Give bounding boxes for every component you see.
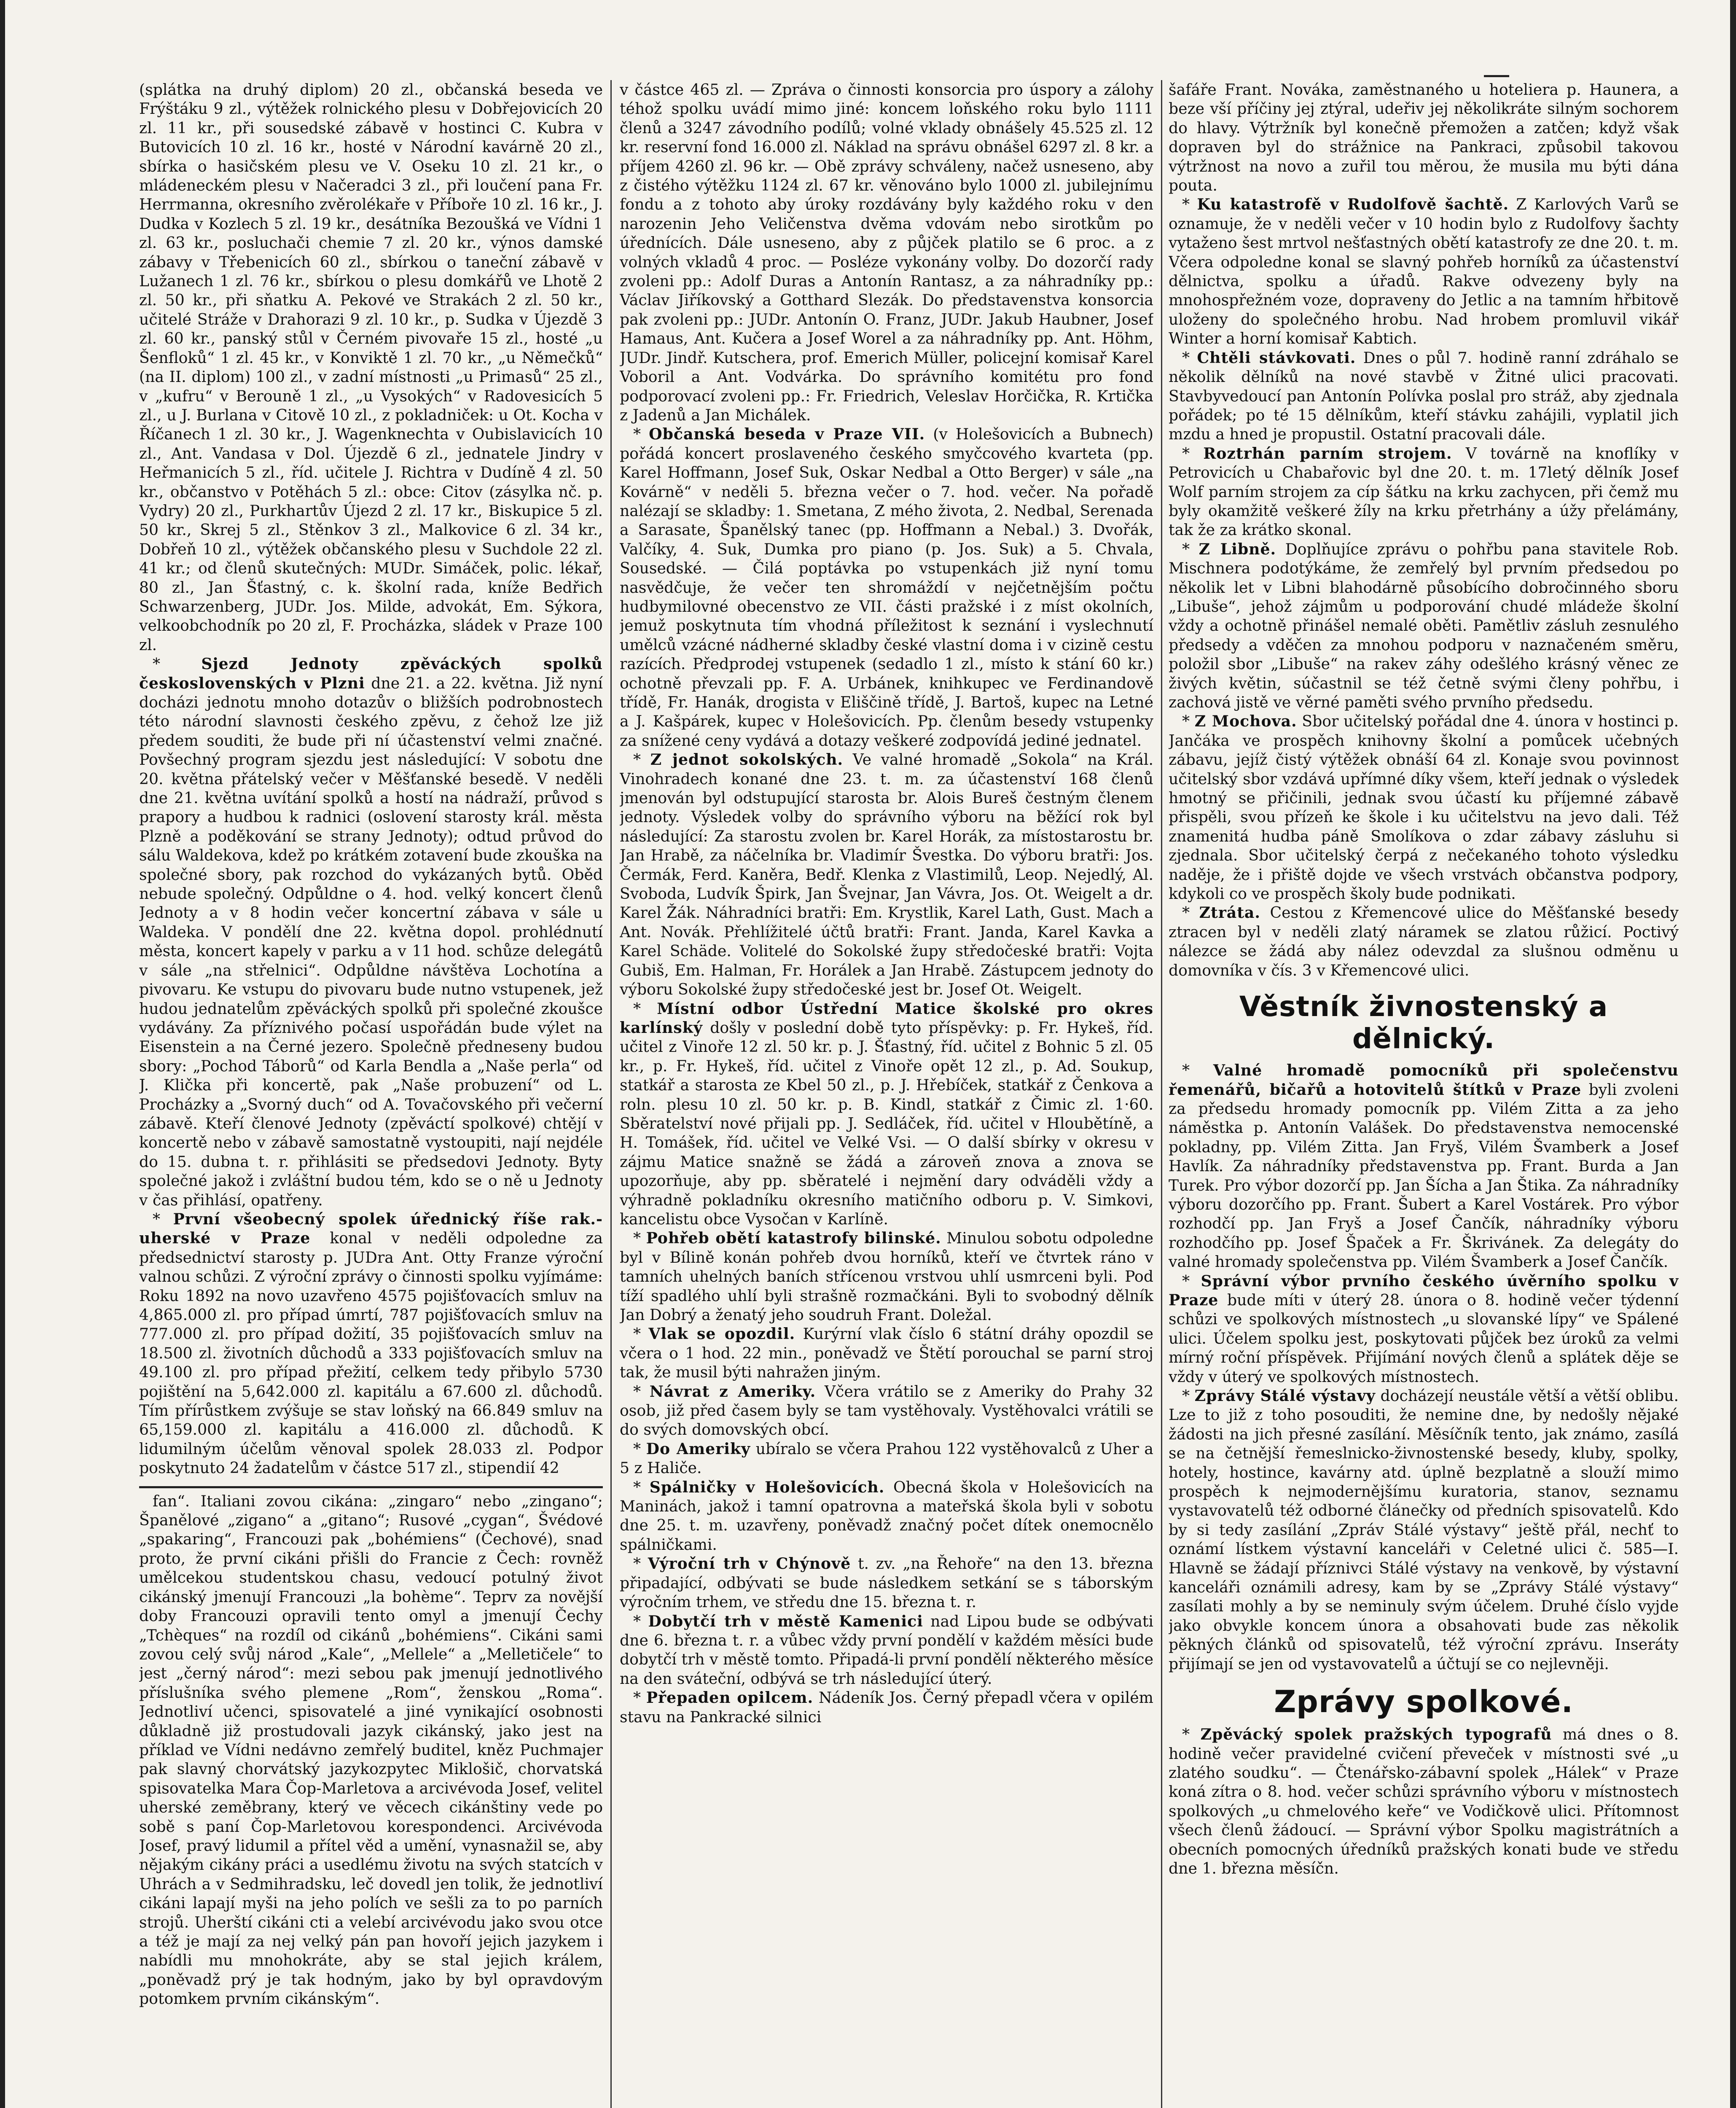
article-headline: Z Libně. [1199,540,1276,558]
article-paragraph: * Vlak se opozdil. Kurýrní vlak číslo 6 státní dráhy opozdil se včera o 1 hod. 22 min., poněvadž ve Štětí porouchal se parní stroj tak, že musil býti nahražen jiným. [620,1325,1153,1382]
column-1 [139,80,603,2108]
article-body: Cestou z Křemencové ulice do Měšťanské besedy ztracen byl v neděli zlatý náramek se zlatou růžicí. Poctivý nálezce se žádá aby nález odevzdal za slušnou odměnu u domovníka v čís. 3 v Křemencové ulici. [1169,903,1679,979]
article-body: Dnes o půl 7. hodině ranní zdráhalo se několik dělníků na nové stavbě v Žitné ulici pracovati. Stavbyvedoucí pan Antonín Polívka poslal pro stráž, aby zjednala pořádek; po té 15 dělníkům, kteří stávku zahájili, vyplatil jich mzdu a hned je propustil. Ostatní pracovali dále. [1169,348,1679,444]
article-body: byli zvoleni za předsedu hromady pomocník pp. Vilém Zitta a za jeho náměstka p. Antonín Valášek. Do představenstva nemocenské pokladny, pp. Vilém Zitta. Jan Fryš, Vilém Švamberk a Josef Havlík. Za náhradníky představenstva pp. Frant. Burda a Jan Turek. Pro výbor dozorčí pp. Jan Šícha a Jan Štika. Za náhradníky výboru dozorčího pp. Frant. Šubert a Karel Vostárek. Pro výbor rozhodčí pp. Jan Fryš a Josef Čančík, náhradníky výboru rozhodčího pp. Josef Špaček a Fr. Škrivánek. Za delegáty do valné hromady společenstva pp. Vilém Švamberk a Josef Čančík. [1169,1080,1679,1271]
article-headline: Zprávy Stálé výstavy [1194,1387,1376,1405]
article-headline: Valné hromadě pomocníků při společenstvu řemenářů, bičařů a hotovitelů štítků v Praze [1169,1061,1679,1099]
article-body: bude míti v úterý 28. února o 8. hodině večer týdenní schůzi ve spolkových místnostech „u slovanské lípy“ ve Spálené ulici. Účelem spolku jest, poskytovati půjček bez úroků za velmi mírný roční příspěvek. Přijímání nových členů a splátek děje se vždy v úterý ve spolkových místnostech. [1169,1291,1679,1386]
article-body: Ve valné hromadě „Sokola“ na Král. Vinohradech konané dne 23. t. m. za účastenství 168 členů jmenován byl odstupující starosta br. Alois Bureš čestným členem jednoty. Výsledek volby do správního výboru na běžící rok byl následující: Za starostu zvolen br. Karel Horák, za místostarostu br. Jan Hrabě, za náčelníka br. Vladimír Švestka. Do výboru bratři: Jos. Čermák, Ferd. Kaněra, Bedř. Klenka z Vlastimilů, Leop. Nejedlý, Al. Svoboda, Ludvík Špirk, Jan Švejnar, Jan Vávra, Jos. Ot. Weigelt a dr. Karel Žák. Náhradníci bratři: Em. Krystlik, Karel Lath, Gust. Mach a Ant. Novák. Přehlížitelé účtů bratři: Frant. Janda, Karel Kavka a Karel Schäde. Volitelé do Sokolské župy středočeské bratři: Vojta Gubiš, Em. Halman, Fr. Horálek a Jan Hrabě. Zástupcem jednoty do výboru Sokolské župy středočeské jest br. Josef Ot. Weigelt. [620,750,1153,999]
article-headline: Správní výbor prvního českého úvěrního spolku v Praze [1169,1272,1679,1309]
article-paragraph: * Z jednot sokolských. Ve valné hromadě „Sokola“ na Král. Vinohradech konané dne 23. t. m. za účastenství 168 členů jmenován byl odstupující starosta br. Alois Bureš čestným členem jednoty. Výsledek volby do správního výboru na běžící rok byl následující: Za starostu zvolen br. Karel Horák, za místostarostu br. Jan Hrabě, za náčelníka br. Vladimír Švestka. Do výboru bratři: Jos. Čermák, Ferd. Kaněra, Bedř. Klenka z Vlastimilů, Leop. Nejedlý, Al. Svoboda, Ludvík Špirk, Jan Švejnar, Jan Vávra, Jos. Ot. Weigelt a dr. Karel Žák. Náhradníci bratři: Em. Krystlik, Karel Lath, Gust. Mach a Ant. Novák. Přehlížitelé účtů bratři: Frant. Janda, Karel Kavka a Karel Schäde. Volitelé do Sokolské župy středočeské bratři: Vojta Gubiš, Em. Halman, Fr. Horálek a Jan Hrabě. Zástupcem jednoty do výboru Sokolské župy středočeské jest br. Josef Ot. Weigelt. [620,750,1153,999]
article-body: má dnes o 8. hodině večer pravidelné cvičení převeček v místnosti své „u zlatého soudku“. — Čtenářsko-zábavní spolek „Hálek“ v Praze koná zítra o 8. hod. večer schůzi správního výboru v místnostech spolkových „u chmelového keře“ ve Vodičkově ulici. Přítomnost všech členů žádoucí. — Správní výbor Spolku magistrátních a obecních pomocných úředníků pražských konati bude ve středu dne 1. března měsíčn. [1169,1725,1679,1877]
article-body: nad Lipou bude se odbývati dne 6. března t. r. a vůbec vždy první pondělí v každém měsíci bude dobytčí trh v městě tomto. Připadá-li první pondělí některého měsíce na den sváteční, odbývá se trh následující úterý. [620,1612,1153,1688]
article-headline: První všeobecný spolek úřednický říše rak.-uherské v Praze [139,1210,603,1248]
article-body: Kurýrní vlak číslo 6 státní dráhy opozdil se včera o 1 hod. 22 min., poněvadž ve Štětí porouchal se parní stroj tak, že musil býti nahražen jiným. [620,1325,1153,1382]
article-paragraph: * Dobytčí trh v městě Kamenici nad Lipou bude se odbývati dne 6. března t. r. a vůbec vždy první pondělí v každém měsíci bude dobytčí trh v městě tomto. Připadá-li první pondělí některého měsíce na den sváteční, odbývá se trh následující úterý. [620,1612,1153,1688]
article-body: došly v poslední době tyto příspěvky: p. Fr. Hykeš, říd. učitel z Vinoře 12 zl. 50 kr. p. J. Šťastný, říd. učitel z Bohnic 5 zl. 05 kr., p. Fr. Hykeš, říd. učitel z Vinoře opět 12 zl., p. Ad. Soukup, statkář a starosta ze Kbel 50 zl., p. J. Hřebíček, statkář z Čenkova a roln. plesu 10 zl. 50 kr. p. B. Kindl, statkář z Čimic zl. 1·60. Sběratelství nové přijali pp. J. Sedláček, říd. učitel v Hloubětíně, a H. Tomášek, říd. učitel ve Velké Vsi. — O další sbírky v okresu v zájmu Matice snažně se žádá a zároveň znova a znova se upozorňuje, aby pp. sběratelé i nejmění dary odváděli vždy a výhradně pokladníku okresního matičního odboru p. V. Simkovi, kancelistu obce Vysočan v Karlíně. [620,1018,1153,1228]
article-headline: Sjezd Jednoty zpěváckých spolků československých v Plzni [139,655,603,692]
article-headline: Místní odbor Ústřední Matice školské pro okres karlínský [620,999,1153,1037]
article-paragraph: * Z Mochova. Sbor učitelský pořádal dne 4. února v hostinci p. Jančáka ve prospěch knihovny školní a pomůcek učebných zábavu, jejíž čistý výtěžek obnáší 64 zl. Konaje svou povinnost učitelský sbor vzdává upřímné díky všem, kteří jednak o výsledek hmotný se přičinili, jednak svou účastí ku příjemné zábavě přispěli, svou přízeň ke škole i ku učitelstvu na jevo dali. Též znamenitá hudba páně Smolíkova o zdar zábavy zásluhu si zjednala. Sbor učitelský čerpá z nečekaného tohoto výsledku naděje, že i přiště dojde ve všech vrstvách občanstva podpory, kdykoli co ve prospěch školy bude podnikati. [1169,712,1679,903]
section-divider [139,1486,603,1488]
article-headline: Z jednot sokolských. [650,750,844,769]
article-headline: Občanská beseda v Praze VII. [649,425,925,444]
article-body: ubíralo se včera Prahou 122 vystěhovalců z Uher a 5 z Haliče. [620,1439,1153,1477]
article-headline: Pohřeb obětí katastrofy bilinské. [646,1229,941,1248]
article-headline: Ztráta. [1199,903,1260,922]
article-headline: Dobytčí trh v městě Kamenici [648,1612,923,1630]
column-rule-1 [610,80,612,2108]
article-body: docházejí neustále větší a větší oblibu. Lze to již z toho posouditi, že nemine dne, by nedošly nějaké žádosti na jich přesné zasílání. Měsíčník tento, jak známo, zasílá se na četnější řemeslnicko-živnostenské besedy, kluby, spolky, hotely, hostince, kavárny atd. úplně bezplatně a slouží mimo prospěch k nejmodernějšímu kuratoria, stanov, seznamu vystavovatelů též odborné článečky od předních spisovatelů. Kdo by si tedy zasílání „Zpráv Stálé výstavy“ ještě přál, nechť to oznámí lístkem výstavní kanceláři v Celetné ulici č. 585—I. Hlavně se žádají příznivci Stálé výstavy na venkově, by výstavní kanceláři oznámili adresy, kam by se „Zprávy Stálé výstavy“ zasílati mohly a by se neminuly svým účelem. Druhé číslo vyjde jako obvykle koncem února a obsahovati bude zas několik pěkných článků od spisovatelů, též výroční zprávu. Inseráty přijímají se jen od vystavovatelů a účtují se co nejlevněji. [1169,1387,1679,1673]
article-body: konal v neděli odpoledne za předsednictví starosty p. JUDra Ant. Otty Franze výroční valnou schůzi. Z výroční zprávy o činnosti spolku vyjímáme: Roku 1892 na novo uzavřeno 4575 pojišťovacích smluv na 4,865.000 zl. pro případ úmrtí, 787 pojišťovacích smluv na 777.000 zl. pro případ dožití, 35 pojišťovacích smluv na 18.500 zl. životních důchodů a 333 pojišťovacích smluv na 49.100 zl. pro případ přežití, celkem tedy přibylo 5730 pojištění na 5,642.000 zl. kapitálu a 67.600 zl. důchodů. Tím přírůstkem zvýšuje se stav loňský na 66.849 smluv na 65,159.000 zl. kapitálu a 416.000 zl. důchodů. K lidumilným účelům věnoval spolek 28.033 zl. Podpor poskytnuto 24 žadatelům v částce 517 zl., stipendií 42 [139,1229,603,1477]
article-paragraph: * Do Ameriky ubíralo se včera Prahou 122 vystěhovalců z Uher a 5 z Haliče. [620,1439,1153,1477]
article-body: Sbor učitelský pořádal dne 4. února v hostinci p. Jančáka ve prospěch knihovny školní a pomůcek učebných zábavu, jejíž čistý výtěžek obnáší 64 zl. Konaje svou povinnost učitelský sbor vzdává upřímné díky všem, kteří jednak o výsledek hmotný se přičinili, jednak svou účastí ku příjemné zábavě přispěli, svou přízeň ke škole i ku učitelstvu na jevo dali. Též znamenitá hudba páně Smolíkova o zdar zábavy zásluhu si zjednala. Sbor učitelský čerpá z nečekaného tohoto výsledku naděje, že i přiště dojde ve všech vrstvách občanstva podpory, kdykoli co ve prospěch školy bude podnikati. [1169,712,1679,903]
article-headline: Návrat z Ameriky. [649,1382,816,1401]
article-body: Doplňujíce zprávu o pohřbu pana stavitele Rob. Mischnera podotýkáme, že zemřelý byl prvním předsedou po několik let v Libni blahodárně působícího dobročinného sboru „Libuše“, jehož zájmům u podporování chudé mládeže školní vždy a ochotně přinášel nemalé oběti. Pamětliv zásluh zesnulého předsedy a vděčen za mnohou podporu v naznačeném směru, položil sbor „Libuše“ na rakev záhy odešlého krásný věnec ze živých květin, súčastnil se též četně svými členy pohřbu, i zachová jistě ve věrné paměti svého prvního předsedu. [1169,540,1679,711]
article-headline: Zpěvácký spolek pražských typografů [1200,1725,1552,1744]
article-body: (v Holešovicích a Bubnech) pořádá koncert proslaveného českého smyčcového kvarteta (pp. Karel Hoffmann, Josef Suk, Oskar Nedbal a Otto Berger) v sále „na Kovárně“ v neděli 5. března večer o 7. hod. večer. Na pořadě nalézají se skladby: 1. Smetana, Z mého života, 2. Nedbal, Serenada a Sarasate, Španělský tanec (pp. Hoffmann a Nebal.) 3. Dvořák, Valčíky, 4. Suk, Dumka pro piano (p. Jos. Suk) a 5. Chvala, Sousedské. — Čilá poptávka po vstupenkách již nyní tomu nasvědčuje, že večer ten shromáždí v nejčetnějším počtu hudbymilovné obecenstvo ze VII. části pražské i z míst okolních, jemuž poskytnuta tím vhodná příležitost k seznání i vyslechnutí umělců vzácné nádherné skladby české vlastní doma i v cizině cestu razících. Předprodej vstupenek (sedadlo 1 zl., místo k stání 60 kr.) ochotně převzali pp. F. A. Urbánek, knihkupec ve Ferdinandově třídě, Fr. Hanák, drogista v Eliščině třídě, J. Bartoš, kupec na Letné a J. Kašpárek, kupec v Holešovicích. Pp. členům besedy vstupenky za snížené ceny vydává a dotazy veškeré zodpovídá jediné jednatel. [620,425,1153,750]
article-body: Obecná škola v Holešovicích na Maninách, jakož i tamní opatrovna a mateřská škola byli v sobotu dne 25. t. m. uzavřeny, poněvadž značný počet dítek onemocnělo spálničkami. [620,1478,1153,1554]
article-headline: Roztrhán parním strojem. [1203,444,1452,462]
article-paragraph: * Roztrhán parním strojem. V továrně na knoflíky v Petrovicích u Chabařovic byl dne 20. t. m. 17letý dělník Josef Wolf parním strojem za cíp šátku na krku zachycen, při čemž mu byly okamžitě veškeré žíly na krku přetrhány a úžy přelámány, tak že za krátko skonal. [1169,444,1679,539]
article-paragraph: * Chtěli stávkovati. Dnes o půl 7. hodině ranní zdráhalo se několik dělníků na nové stavbě v Žitné ulici pracovati. Stavbyvedoucí pan Antonín Polívka poslal pro stráž, aby zjednala pořádek; po té 15 dělníkům, kteří stávku zahájili, vyplatil jich mzdu a hned je propustil. Ostatní pracovali dále. [1169,348,1679,444]
article-headline: Z Mochova. [1194,712,1297,731]
article-paragraph: fan“. Italiani zovou cikána: „zingaro“ nebo „zingano“; Španělové „zigano“ a „gitano“; Rusové „cygan“, Švédové „spakaring“, Francouzi pak „bohémiens“ (Čechové), snad proto, že první cikáni přišli do Francie z Čech: rovněž umělcekou studentskou chasu, vedoucí potulný život cikánský jmenují Francouzi „la bohème“. Teprv za novější doby Francouzi opravili tento omyl a jmenují Čechy „Tchèques“ na rozdíl od cikánů „bohémiens“. Cikáni sami zovou celý svůj národ „Kale“, „Mellele“ a „Melletičele“ to jest „černý národ“: mezi sebou pak jmenují jednotlivého příslušníka svého plemene „Rom“, ženskou „Roma“. Jednotliví učenci, spisovatelé a jiné vynikající osobnosti důkladně již prostudovali jazyk cikánský, jako jest na příklad ve Vídni nedávno zemřelý buditel, kněz Puchmajer pak slavný chorvátský jazykozpytec Miklošič, chorvatská spisovatelka Mara Čop-Marletova a arcivévoda Josef, velitel uherské zeměbrany, který ve věcech cikánštiny vede po sobě s paní Čop-Marletovou korespondenci. Arcivévoda Josef, pravý lidumil a přítel věd a umění, vynasnažil se, aby nějakým cikány práci a usedlému životu na svých statcích v Uhrách a v Sedmihradsku, leč dovedl jen tolik, že jednotliví cikáni lapají myši na jeho polích ve sešli za to po parních strojů. Uherští cikáni cti a velebí arcivévodu jako svou otce a též je mají za nej velký pán pan hovoří jejich jazykem i nabídli mu mnohokráte, aby se stal jejich králem, „poněvadž prý je tak hodným, jako by byl opravdovým potomkem prvním cikánským“. [139,1492,603,2008]
article-body: Včera vrátilo se z Ameriky do Prahy 32 osob, již před časem byly se tam vystěhovaly. Vystěhovalci vrátili se do svých domovských obcí. [620,1382,1153,1439]
article-paragraph: (splátka na druhý diplom) 20 zl., občanská beseda ve Frýštáku 9 zl., výtěžek rolnického plesu v Dobřejovicích 20 zl. 11 kr., při sousedské zábavě v hostinci C. Kubra v Butovicích 10 zl. 16 kr., hosté v Národní kavárně 20 zl., sbírka o hasičském plesu ve V. Oseku 10 zl. 21 kr., o mládeneckém plesu v Načeradci 3 zl., při loučení pana Fr. Herrmanna, okresního zvěrolékaře v Příboře 10 zl. 16 kr., J. Dudka v Kozlech 5 zl. 19 kr., desátníka Bezoušká ve Vídni 1 zl. 63 kr., posluchači chemie 7 zl. 20 kr., výnos damské zábavy v Třebenicích 60 zl., sbírkou o taneční zábavě v Lužanech 1 zl. 76 kr., sbírkou o plesu domkářů ve Lhotě 2 zl. 50 kr., při sňatku A. Pekové ve Strakách 2 zl. 50 kr., učitelé Stráže v Drahorazi 9 zl. 10 kr., p. Sudka v Újezdě 3 zl. 60 kr., panský stůl v Černém pivovaře 15 zl., hosté „u Šenfloků“ 1 zl. 45 kr., v Konviktě 1 zl. 70 kr., „u Němečků“ (na II. diplom) 100 zl., v zadní místnosti „u Primasů“ 25 zl., v „kufru“ v Berouně 1 zl., „u Vysokých“ v Radovesicích 5 zl., u J. Burlana v Citově 10 zl., z pokladniček: u Ot. Kocha v Říčanech 1 zl. 30 kr., J. Wagenknechta v Oubislavicích 10 zl., Ant. Vandasa v Dol. Újezdě 6 zl., jednatele Jindry v Heřmanicích 5 zl., říd. učitele J. Richtra v Dudíně 4 zl. 50 kr., občanstvo v Potěhách 5 zl.: obce: Citov (zásylka nč. p. Vydry) 20 zl., Purkhartův Újezd 2 zl. 17 kr., Biskupice 5 zl. 50 kr., Skrej 5 zl., Stěnkov 3 zl., Malkovice 6 zl. 34 kr., Dobřeň 10 zl., výtěžek občanského plesu v Suchdole 22 zl. 41 kr.; od členů skutečných: MUDr. Simáček, polic. lékař, 80 zl., Jan Šťastný, c. k. školní rada, kníže Bedřich Schwarzenberg, JUDr. Jos. Milde, advokát, Em. Sýkora, velkoobchodník po 20 zl, F. Procházka, sládek v Praze 100 zl. [139,81,603,654]
section-heading-vestnik: Věstník živnostenský a dělnický. [1239,990,1608,1055]
article-headline: Spálničky v Holešovicích. [649,1478,885,1496]
article-paragraph: * Výroční trh v Chýnově t. zv. „na Řehoře“ na den 13. března připadající, odbývati se bude následkem setkání se s táborským výročním trhem, ve středu dne 15. března t. r. [620,1554,1153,1611]
column-rule-2 [1161,80,1162,2108]
article-paragraph: v částce 465 zl. — Zpráva o činnosti konsorcia pro úspory a zálohy téhož spolku uvádí mimo jiné: koncem loňského roku bylo 1111 členů a 3247 závodního podílů; volné vklady obnášely 45.525 zl. 12 kr. reservní fond 16.000 zl. Náklad na správu obnášel 6297 zl. 8 kr. a příjem 4260 zl. 96 kr. — Obě zprávy schváleny, načež usneseno, aby z čistého výtěžku 1124 zl. 67 kr. věnováno bylo 1000 zl. jubilejnímu fondu a z tohoto aby úroky rozdávány byly každého roku v den narozenin Jeho Veličenstva dvěma vdovám nebo sirotkům po úřednících. Dále usneseno, aby z půjček platilo se 6 proc. a z volných vkladů 4 proc. — Posléze vykonány volby. Do dozorčí rady zvoleni pp.: Adolf Duras a Antonín Rantasz, a za náhradníky pp.: Václav Jiříkovský a Gotthard Slezák. Do představenstva konsorcia pak zvoleni pp.: JUDr. Antonín O. Franz, JUDr. Jakub Haubner, Josef Hamaus, Ant. Kučera a Josef Worel a za náhradníky pp. Ant. Höhm, JUDr. Jindř. Kutschera, prof. Emerich Müller, policejní komisař Karel Voboril a Ant. Vodvárka. Do správního komitétu pro fond podporovací zvoleni pp.: Fr. Friedrich, Veleslav Horčička, R. Krtička z Jadenů a Jan Michálek. [620,81,1153,424]
article-body: Nádeník Jos. Černý přepadl včera v opilém stavu na Pankracké silnici [620,1689,1153,1726]
scan-left-edge [0,0,5,2108]
article-body: Z Karlových Varů se oznamuje, že v neděli večer v 10 hodin bylo z Rudolfovy šachty vytaženo šest mrtvol nešťastných obětí katastrofy ze dne 20. t. m. Včera odpoledne konal se slavný pohřeb horníků za účastenství dělnictva, spolku a úřadů. Rakve odvezeny byly na mnohospřežném voze, dopraveny do Jetlic a na tamním hřbitově uloženy do společného hrobu. Nad hrobem promluvil vikář Winter a horní komisař Kabtich. [1169,195,1679,348]
article-paragraph: * Ku katastrofě v Rudolfově šachtě. Z Karlových Varů se oznamuje, že v neděli večer v 10 hodin bylo z Rudolfovy šachty vytaženo šest mrtvol nešťastných obětí katastrofy ze dne 20. t. m. Včera odpoledne konal se slavný pohřeb horníků za účastenství dělnictva, spolku a úřadů. Rakve odvezeny byly na mnohospřežném voze, dopraveny do Jetlic a na tamním hřbitově uloženy do společného hrobu. Nad hrobem promluvil vikář Winter a horní komisař Kabtich. [1169,195,1679,348]
article-body: Minulou sobotu odpoledne byl v Bílině konán pohřeb dvou horníků, kteří ve čtvrtek ráno v tamních uhelných baních střícenou vrstvou uhlí usmrceni byli. Pod tíží spadlého uhlí byli strašně rozmačkáni. Byli to svobodný dělník Jan Dobrý a ženatý jeho soudruh Frant. Doležal. [620,1229,1153,1324]
article-paragraph: * Zprávy Stálé výstavy docházejí neustále větší a větší oblibu. Lze to již z toho posouditi, že nemine dne, by nedošly nějaké žádosti na jich přesné zasílání. Měsíčník tento, jak známo, zasílá se na četnější řemeslnicko-živnostenské besedy, kluby, spolky, hotely, hostince, kavárny atd. úplně bezplatně a slouží mimo prospěch k nejmodernějšímu kuratoria, stanov, seznamu vystavovatelů též odborné článečky od předních spisovatelů. Kdo by si tedy zasílání „Zpráv Stálé výstavy“ ještě přál, nechť to oznámí lístkem výstavní kanceláři v Celetné ulici č. 585—I. Hlavně se žádají příznivci Stálé výstavy na venkově, by výstavní kanceláři oznámili adresy, kam by se „Zprávy Stálé výstavy“ zasílati mohly a by se neminuly svým účelem. Druhé číslo vyjde jako obvykle koncem února a obsahovati bude zas několik pěkných článků od spisovatelů, též výroční zprávu. Inseráty přijímají se jen od vystavovatelů a účtují se co nejlevněji. [1169,1387,1679,1673]
top-right-dash [1484,75,1509,77]
article-paragraph: * Ztráta. Cestou z Křemencové ulice do Měšťanské besedy ztracen byl v neděli zlatý náramek se zlatou růžicí. Poctivý nálezce se žádá aby nález odevzdal za slušnou odměnu u domovníka v čís. 3 v Křemencové ulici. [1169,903,1679,979]
article-body: dne 21. a 22. května. Již nyní docházi jednotu mnoho dotazův o bližších podrobnostech této národní slavnosti českého zpěvu, z čehož lze již předem souditi, že bude při ní účastenství velmi značné. Povšechný program sjezdu jest následující: V sobotu dne 20. května přátelský večer v Měšťanské besedě. V neděli dne 21. května uvítání spolků a hostí na nádraží, průvod s prapory a hudbou k radnici (oslovení starosty král. města Plzně a poděkování se strany Jednoty); odtud průvod do sálu Waldekova, kdež po krátkém zotavení bude zkouška na společné sbory, pak rozchod do vykázaných bytů. Oběd nebude společný. Odpůldne o 4. hod. velký koncert členů Jednoty a v 8 hodin večer koncertní zábava v sále u Waldeka. V pondělí dne 22. května dopol. prohlédnutí města, koncert kapely v parku a v 11 hod. schůze delegátů v sále „na střelnici“. Odpůldne návštěva Lochotína a pivovaru. Ke vstupu do pivovaru bude nutno vstupenek, jež hudou jednatelům zpěváckých spolků při společné zkoušce vydávány. Za příznivého počasí uspořádán bude výlet na Eisenstein a na Černé jezero. Společně předneseny budou sbory: „Pochod Táborů“ od Karla Bendla a „Naše perla“ od J. Klička při koncertě, pak „Naše probuzení“ od L. Procházky a „Svorný duch“ od A. Tovačovského při večerní zábavě. Kteří členové Jednoty (zpěváctí spolkové) chtějí v koncertě nebo v zábavě samostatně vystoupiti, nají nejdéle do 15. dubna t. r. přihlásiti se předsedovi Jednoty. Byty společné jakož i zvláštní budou tém, kdo se o ně u Jednoty v čas přihlásí, opatřeny. [139,674,603,1209]
article-paragraph: * Přepaden opilcem. Nádeník Jos. Černý přepadl včera v opilém stavu na Pankracké silnici [620,1689,1153,1726]
article-body: V továrně na knoflíky v Petrovicích u Chabařovic byl dne 20. t. m. 17letý dělník Josef Wolf parním strojem za cíp šátku na krku zachycen, při čemž mu byly okamžitě veškeré žíly na krku přetrhány a úžy přelámány, tak že za krátko skonal. [1169,444,1679,539]
article-paragraph: * Sjezd Jednoty zpěváckých spolků československých v Plzni dne 21. a 22. května. Již nyní docházi jednotu mnoho dotazův o bližších podrobnostech této národní slavnosti českého zpěvu, z čehož lze již předem souditi, že bude při ní účastenství velmi značné. Povšechný program sjezdu jest následující: V sobotu dne 20. května přátelský večer v Měšťanské besedě. V neděli dne 21. května uvítání spolků a hostí na nádraží, průvod s prapory a hudbou k radnici (oslovení starosty král. města Plzně a poděkování se strany Jednoty); odtud průvod do sálu Waldekova, kdež po krátkém zotavení bude zkouška na společné sbory, pak rozchod do vykázaných bytů. Oběd nebude společný. Odpůldne o 4. hod. velký koncert členů Jednoty a v 8 hodin večer koncertní zábava v sále u Waldeka. V pondělí dne 22. května dopol. prohlédnutí města, koncert kapely v parku a v 11 hod. schůze delegátů v sále „na střelnici“. Odpůldne návštěva Lochotína a pivovaru. Ke vstupu do pivovaru bude nutno vstupenek, jež hudou jednatelům zpěváckých spolků při společné zkoušce vydávány. Za příznivého počasí uspořádán bude výlet na Eisenstein a na Černé jezero. Společně předneseny budou sbory: „Pochod Táborů“ od Karla Bendla a „Naše perla“ od J. Klička při koncertě, pak „Naše probuzení“ od L. Procházky a „Svorný duch“ od A. Tovačovského při večerní zábavě. Kteří členové Jednoty (zpěváctí spolkové) chtějí v koncertě nebo v zábavě samostatně vystoupiti, nají nejdéle do 15. dubna t. r. přihlásiti se předsedovi Jednoty. Byty společné jakož i zvláštní budou tém, kdo se o ně u Jednoty v čas přihlásí, opatřeny. [139,655,603,1209]
section-heading-zpravy: Zprávy spolkové. [1274,1684,1573,1720]
article-paragraph: * Návrat z Ameriky. Včera vrátilo se z Ameriky do Prahy 32 osob, již před časem byly se tam vystěhovaly. Vystěhovalci vrátili se do svých domovských obcí. [620,1382,1153,1439]
article-paragraph: * Místní odbor Ústřední Matice školské pro okres karlínský došly v poslední době tyto příspěvky: p. Fr. Hykeš, říd. učitel z Vinoře 12 zl. 50 kr. p. J. Šťastný, říd. učitel z Bohnic 5 zl. 05 kr., p. Fr. Hykeš, říd. učitel z Vinoře opět 12 zl., p. Ad. Soukup, statkář a starosta ze Kbel 50 zl., p. J. Hřebíček, statkář z Čenkova a roln. plesu 10 zl. 50 kr. p. B. Kindl, statkář z Čimic zl. 1·60. Sběratelství nové přijali pp. J. Sedláček, říd. učitel v Hloubětíně, a H. Tomášek, říd. učitel ve Velké Vsi. — O další sbírky v okresu v zájmu Matice snažně se žádá a zároveň znova a znova se upozorňuje, aby pp. sběratelé i nejmění dary odváděli vždy a výhradně pokladníku okresního matičního odboru p. V. Simkovi, kancelistu obce Vysočan v Karlíně. [620,999,1153,1228]
article-paragraph: * Valné hromadě pomocníků při společenstvu řemenářů, bičařů a hotovitelů štítků v Praze byli zvoleni za předsedu hromady pomocník pp. Vilém Zitta a za jeho náměstka p. Antonín Valášek. Do představenstva nemocenské pokladny, pp. Vilém Zitta. Jan Fryš, Vilém Švamberk a Josef Havlík. Za náhradníky představenstva pp. Frant. Burda a Jan Turek. Pro výbor dozorčí pp. Jan Šícha a Jan Štika. Za náhradníky výboru dozorčího pp. Frant. Šubert a Karel Vostárek. Pro výbor rozhodčí pp. Jan Fryš a Josef Čančík, náhradníky výboru rozhodčího pp. Josef Špaček a Fr. Škrivánek. Za delegáty do valné hromady společenstva pp. Vilém Švamberk a Josef Čančík. [1169,1061,1679,1271]
article-paragraph: * Z Libně. Doplňujíce zprávu o pohřbu pana stavitele Rob. Mischnera podotýkáme, že zemřelý byl prvním předsedou po několik let v Libni blahodárně působícího dobročinného sboru „Libuše“, jehož zájmům u podporování chudé mládeže školní vždy a ochotně přinášel nemalé oběti. Pamětliv zásluh zesnulého předsedy a vděčen za mnohou podporu v naznačeném směru, položil sbor „Libuše“ na rakev záhy odešlého krásný věnec ze živých květin, súčastnil se též četně svými členy pohřbu, i zachová jistě ve věrné paměti svého prvního předsedu. [1169,540,1679,711]
article-paragraph: * Pohřeb obětí katastrofy bilinské. Minulou sobotu odpoledne byl v Bílině konán pohřeb dvou horníků, kteří ve čtvrtek ráno v tamních uhelných baních střícenou vrstvou uhlí usmrceni byli. Pod tíží spadlého uhlí byli strašně rozmačkáni. Byli to svobodný dělník Jan Dobrý a ženatý jeho soudruh Frant. Doležal. [620,1229,1153,1324]
scan-right-edge [1730,0,1736,2108]
article-body: t. zv. „na Řehoře“ na den 13. března připadající, odbývati se bude následkem setkání se s táborským výročním trhem, ve středu dne 15. března t. r. [620,1554,1153,1611]
column-2 [620,80,1153,2108]
article-headline: Ku katastrofě v Rudolfově šachtě. [1197,195,1509,214]
article-headline: Do Ameriky [646,1439,751,1458]
column-3 [1169,80,1679,2108]
article-headline: Vlak se opozdil. [648,1325,795,1343]
article-headline: Chtěli stávkovati. [1197,348,1356,367]
article-paragraph: * První všeobecný spolek úřednický říše rak.-uherské v Praze konal v neděli odpoledne za předsednictví starosty p. JUDra Ant. Otty Franze výroční valnou schůzi. Z výroční zprávy o činnosti spolku vyjímáme: Roku 1892 na novo uzavřeno 4575 pojišťovacích smluv na 4,865.000 zl. pro případ úmrtí, 787 pojišťovacích smluv na 777.000 zl. pro případ dožití, 35 pojišťovacích smluv na 18.500 zl. životních důchodů a 333 pojišťovacích smluv na 49.100 zl. pro případ přežití, celkem tedy přibylo 5730 pojištění na 5,642.000 zl. kapitálu a 67.600 zl. důchodů. Tím přírůstkem zvýšuje se stav loňský na 66.849 smluv na 65,159.000 zl. kapitálu a 416.000 zl. důchodů. K lidumilným účelům věnoval spolek 28.033 zl. Podpor poskytnuto 24 žadatelům v částce 517 zl., stipendií 42 [139,1210,603,1477]
article-paragraph: šafáře Frant. Nováka, zaměstnaného u hoteliera p. Haunera, a beze vší příčiny jej ztýral, udeřiv jej několikráte silným sochorem do hlavy. Výtržník byl konečně přemožen a zatčen; když však dopraven byl do strážnice na Pankraci, způsobil takovou výtržnost na novo a zuřil tou měrou, že musila mu býti dána pouta. [1169,81,1679,195]
article-paragraph: * Spálničky v Holešovicích. Obecná škola v Holešovicích na Maninách, jakož i tamní opatrovna a mateřská škola byli v sobotu dne 25. t. m. uzavřeny, poněvadž značný počet dítek onemocnělo spálničkami. [620,1478,1153,1554]
article-headline: Výroční trh v Chýnově [648,1554,851,1573]
article-paragraph: * Občanská beseda v Praze VII. (v Holešovicích a Bubnech) pořádá koncert proslaveného českého smyčcového kvarteta (pp. Karel Hoffmann, Josef Suk, Oskar Nedbal a Otto Berger) v sále „na Kovárně“ v neděli 5. března večer o 7. hod. večer. Na pořadě nalézají se skladby: 1. Smetana, Z mého života, 2. Nedbal, Serenada a Sarasate, Španělský tanec (pp. Hoffmann a Nebal.) 3. Dvořák, Valčíky, 4. Suk, Dumka pro piano (p. Jos. Suk) a 5. Chvala, Sousedské. — Čilá poptávka po vstupenkách již nyní tomu nasvědčuje, že večer ten shromáždí v nejčetnějším počtu hudbymilovné obecenstvo ze VII. části pražské i z míst okolních, jemuž poskytnuta tím vhodná příležitost k seznání i vyslechnutí umělců vzácné nádherné skladby české vlastní doma i v cizině cestu razících. Předprodej vstupenek (sedadlo 1 zl., místo k stání 60 kr.) ochotně převzali pp. F. A. Urbánek, knihkupec ve Ferdinandově třídě, Fr. Hanák, drogista v Eliščině třídě, J. Bartoš, kupec na Letné a J. Kašpárek, kupec v Holešovicích. Pp. členům besedy vstupenky za snížené ceny vydává a dotazy veškeré zodpovídá jediné jednatel. [620,425,1153,750]
article-paragraph: * Zpěvácký spolek pražských typografů má dnes o 8. hodině večer pravidelné cvičení převeček v místnosti své „u zlatého soudku“. — Čtenářsko-zábavní spolek „Hálek“ v Praze koná zítra o 8. hod. večer schůzi správního výboru v místnostech spolkových „u chmelového keře“ ve Vodičkově ulici. Přítomnost všech členů žádoucí. — Správní výbor Spolku magistrátních a obecních pomocných úředníků pražských konati bude ve středu dne 1. března měsíčn. [1169,1725,1679,1877]
article-paragraph: * Správní výbor prvního českého úvěrního spolku v Praze bude míti v úterý 28. února o 8. hodině večer týdenní schůzi ve spolkových místnostech „u slovanské lípy“ ve Spálené ulici. Účelem spolku jest, poskytovati půjček bez úroků za velmi mírný roční příspěvek. Přijímání nových členů a splátek děje se vždy v úterý ve spolkových místnostech. [1169,1272,1679,1386]
article-headline: Přepaden opilcem. [646,1689,814,1707]
